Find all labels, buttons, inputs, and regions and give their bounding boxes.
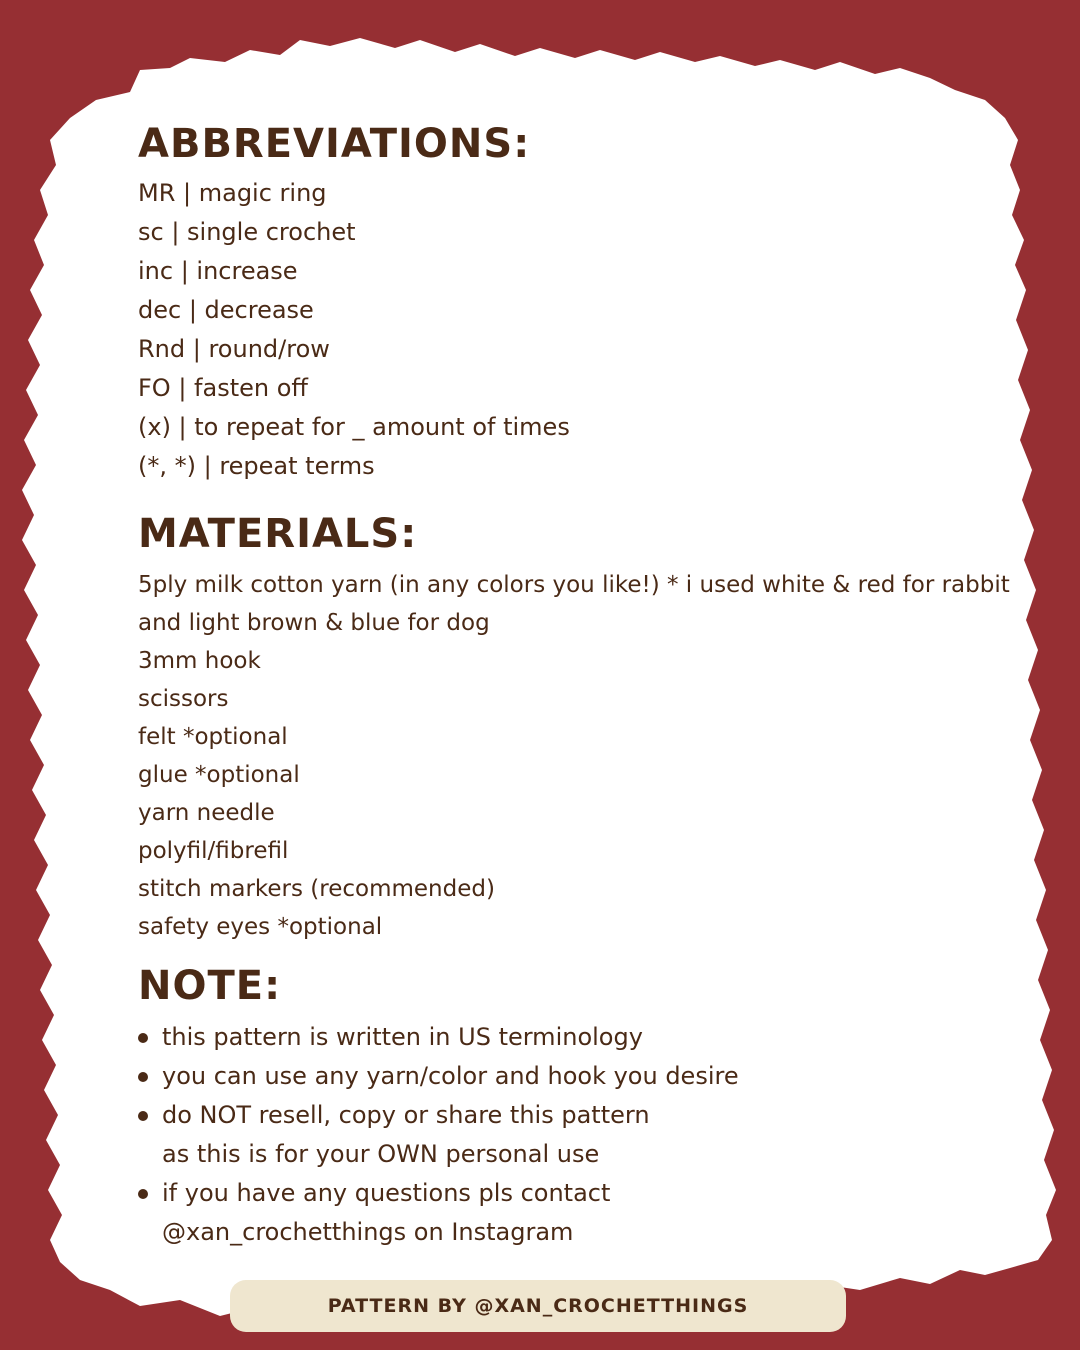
material-item: yarn needle <box>138 800 275 826</box>
bullet-icon <box>138 1072 148 1082</box>
note-text <box>162 1174 610 1252</box>
material-item: felt *optional <box>138 724 288 750</box>
abbreviation-item: MR | magic ring <box>138 179 327 207</box>
abbreviation-item: inc | increase <box>138 257 298 285</box>
material-item: 5ply milk cotton yarn (in any colors you like!) * i used white & red for rabbit and light brown & blue for dog <box>138 572 1010 636</box>
note-line: do NOT resell, copy or share this pattern <box>162 1101 650 1129</box>
abbreviation-item: dec | decrease <box>138 296 314 324</box>
abbreviation-item: (*, *) | repeat terms <box>138 452 375 480</box>
abbreviation-item: FO | fasten off <box>138 374 308 402</box>
material-item: stitch markers (recommended) <box>138 876 495 902</box>
note-item <box>138 1096 1028 1174</box>
note-line: this pattern is written in US terminology <box>162 1023 643 1051</box>
note-item <box>138 1057 1028 1096</box>
material-item: safety eyes *optional <box>138 914 383 940</box>
abbreviations-heading: ABBREVIATIONS: <box>138 121 531 167</box>
pattern-info-content <box>138 118 1028 1252</box>
note-text <box>162 1057 739 1096</box>
bullet-icon <box>138 1033 148 1043</box>
abbreviation-item: sc | single crochet <box>138 218 356 246</box>
material-item: glue *optional <box>138 762 300 788</box>
bullet-icon <box>138 1189 148 1199</box>
bullet-icon <box>138 1111 148 1121</box>
material-item: scissors <box>138 686 229 712</box>
note-text <box>162 1096 650 1174</box>
abbreviation-item: (x) | to repeat for _ amount of times <box>138 413 570 441</box>
note-item <box>138 1018 1028 1057</box>
materials-heading: MATERIALS: <box>138 511 418 557</box>
note-line: if you have any questions pls contact <box>162 1179 611 1207</box>
note-text <box>162 1018 643 1057</box>
note-item <box>138 1174 1028 1252</box>
note-line: as this is for your OWN personal use <box>162 1140 600 1168</box>
abbreviations-list <box>138 174 1028 486</box>
materials-list <box>138 566 1028 946</box>
note-heading: NOTE: <box>138 963 282 1009</box>
note-line: @xan_crochetthings on Instagram <box>162 1218 574 1246</box>
material-item: polyfil/fibrefil <box>138 838 289 864</box>
notes-list <box>138 1018 1028 1252</box>
footer-credit-banner <box>230 1280 846 1332</box>
material-item: 3mm hook <box>138 648 261 674</box>
abbreviation-item: Rnd | round/row <box>138 335 330 363</box>
footer-credit-text: PATTERN BY @XAN_CROCHETTHINGS <box>327 1295 749 1317</box>
note-line: you can use any yarn/color and hook you desire <box>162 1062 739 1090</box>
